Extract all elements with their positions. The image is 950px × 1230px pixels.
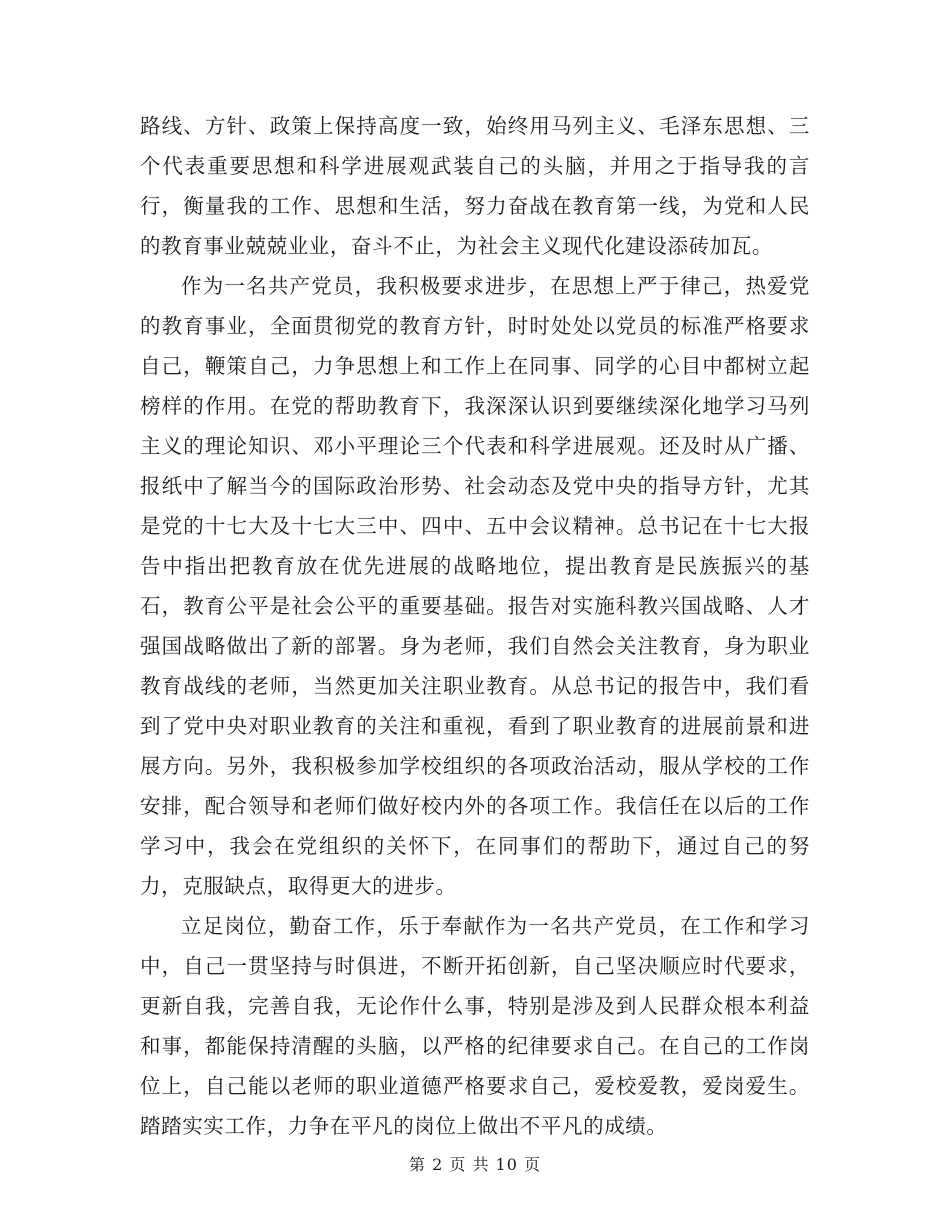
paragraph-3: 立足岗位，勤奋工作，乐于奉献作为一名共产党员，在工作和学习中，自己一贯坚持与时俱进，不断开拓创新，自己坚决顺应时代要求，更新自我，完善自我，无论作什么事，特别是涉及到人民群众根本利益和事，都能保持清醒的头脑，以严格的纪律要求自己。在自己的工作岗位上，自己能以老师的职业道德严格要求自己，爱校爱教，爱岗爱生。踏踏实实工作，力争在平凡的岗位上做出不平凡的成绩。 <box>140 914 810 1138</box>
body-text <box>140 106 810 1146</box>
paragraph-2: 作为一名共产党员，我积极要求进步，在思想上严于律己，热爱党的教育事业，全面贯彻党的教育方针，时时处处以党员的标准严格要求自己，鞭策自己，力争思想上和工作上在同事、同学的心目中都树立起榜样的作用。在党的帮助教育下，我深深认识到要继续深化地学习马列主义的理论知识、邓小平理论三个代表和科学进展观。还及时从广播、报纸中了解当今的国际政治形势、社会动态及党中央的指导方针，尤其是党的十七大及十七大三中、四中、五中会议精神。总书记在十七大报告中指出把教育放在优先进展的战略地位，提出教育是民族振兴的基石，教育公平是社会公平的重要基础。报告对实施科教兴国战略、人才强国战略做出了新的部署。身为老师，我们自然会关注教育，身为职业教育战线的老师，当然更加关注职业教育。从总书记的报告中，我们看到了党中央对职业教育的关注和重视，看到了职业教育的进展前景和进展方向。另外，我积极参加学校组织的各项政治活动，服从学校的工作安排，配合领导和老师们做好校内外的各项工作。我信任在以后的工作学习中，我会在党组织的关怀下，在同事们的帮助下，通过自己的努力，克服缺点，取得更大的进步。 <box>140 274 810 898</box>
paragraph-1: 路线、方针、政策上保持高度一致，始终用马列主义、毛泽东思想、三个代表重要思想和科学进展观武装自己的头脑，并用之于指导我的言行，衡量我的工作、思想和生活，努力奋战在教育第一线，为党和人民的教育事业兢兢业业，奋斗不止，为社会主义现代化建设添砖加瓦。 <box>140 114 810 258</box>
page-footer: 第 2 页 共 10 页 <box>409 1155 541 1174</box>
